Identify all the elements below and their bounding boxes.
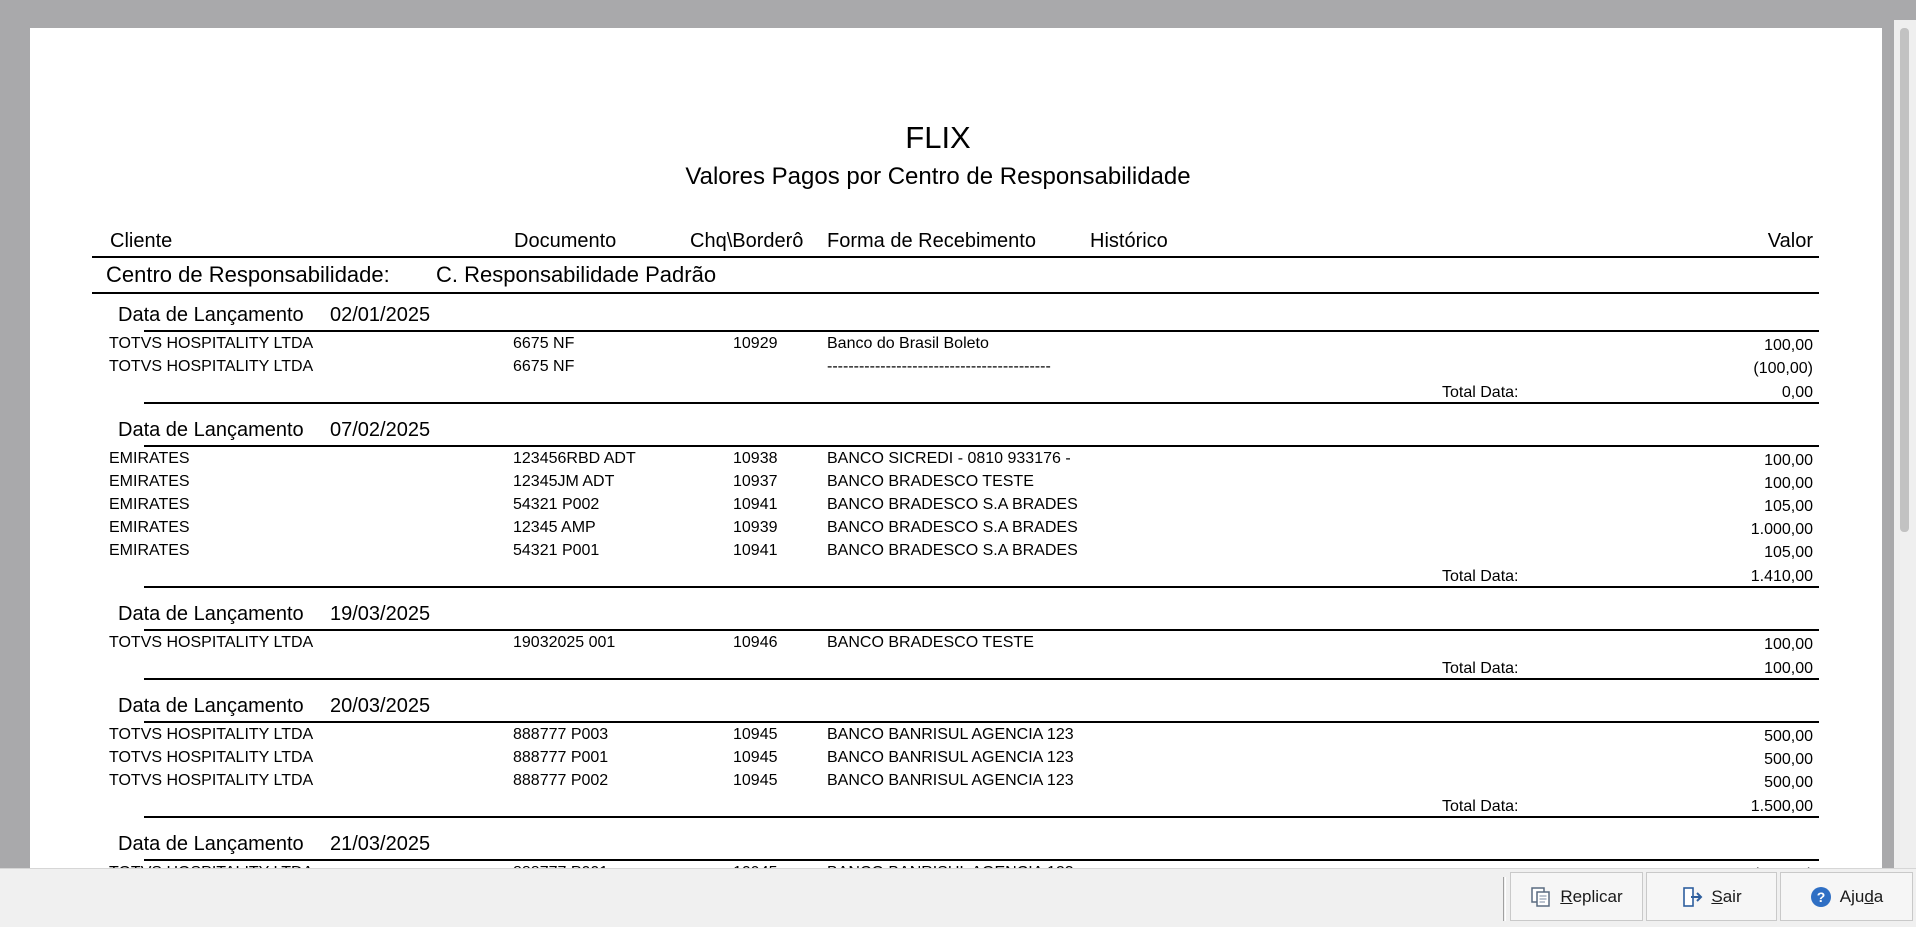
toolbar-separator: [1503, 877, 1506, 921]
row-valor: (100,00): [1753, 360, 1813, 377]
col-header-chq: Chq\Borderô: [690, 230, 804, 252]
row-chq: 10941: [733, 496, 778, 513]
row-chq: 10945: [733, 749, 778, 766]
col-header-forma: Forma de Recebimento: [827, 230, 1036, 252]
row-cliente: EMIRATES: [109, 496, 190, 513]
replicar-label: Replicar: [1560, 886, 1623, 906]
row-valor: 100,00: [1764, 337, 1813, 354]
row-cliente: EMIRATES: [109, 450, 190, 467]
row-documento: 54321 P002: [513, 496, 600, 513]
row-forma: BANCO BRADESCO S.A BRADES: [827, 542, 1078, 559]
row-chq: 10937: [733, 473, 778, 490]
row-documento: 888777 P001: [513, 749, 609, 766]
row-valor: 100,00: [1764, 452, 1813, 469]
total-rule: [144, 678, 1819, 680]
group-rule: [144, 859, 1819, 861]
sair-button[interactable]: [1646, 872, 1777, 921]
row-cliente: EMIRATES: [109, 473, 190, 490]
row-cliente: TOTVS HOSPITALITY LTDA: [109, 634, 314, 651]
report-page: [30, 28, 1882, 868]
total-rule: [144, 402, 1819, 404]
col-header-documento: Documento: [514, 230, 617, 252]
total-value: 1.410,00: [1750, 568, 1813, 585]
vertical-scrollbar[interactable]: [1894, 20, 1916, 868]
group-label: Data de Lançamento: [118, 419, 304, 441]
row-forma: ------------------------------------------: [827, 358, 1051, 375]
group-date: 07/02/2025: [330, 419, 431, 441]
row-forma: BANCO BRADESCO TESTE: [827, 634, 1034, 651]
row-forma: BANCO BANRISUL AGENCIA 123: [827, 772, 1074, 789]
row-chq: 10945: [733, 726, 778, 743]
report-subtitle: Valores Pagos por Centro de Responsabilidade: [685, 163, 1191, 190]
row-valor: 100,00: [1764, 636, 1813, 653]
total-value: 1.500,00: [1750, 798, 1813, 815]
ajuda-button[interactable]: [1780, 872, 1913, 921]
row-cliente: TOTVS HOSPITALITY LTDA: [109, 335, 314, 352]
row-chq: 10929: [733, 335, 778, 352]
row-cliente: TOTVS HOSPITALITY LTDA: [109, 749, 314, 766]
row-documento: 54321 P001: [513, 542, 600, 559]
scrollbar-thumb[interactable]: [1900, 28, 1909, 532]
group-label: Data de Lançamento: [118, 603, 304, 625]
row-cliente: EMIRATES: [109, 519, 190, 536]
group-date: 19/03/2025: [330, 603, 431, 625]
group-date: 20/03/2025: [330, 695, 431, 717]
row-valor: 500,00: [1764, 728, 1813, 745]
row-documento: 888777 P003: [513, 726, 609, 743]
replicar-button[interactable]: [1510, 872, 1643, 921]
row-forma: BANCO BRADESCO TESTE: [827, 473, 1034, 490]
row-forma: Banco do Brasil Boleto: [827, 335, 989, 352]
total-rule: [144, 586, 1819, 588]
row-forma: BANCO BRADESCO S.A BRADES: [827, 496, 1078, 513]
total-rule: [144, 816, 1819, 818]
row-forma: BANCO BRADESCO S.A BRADES: [827, 519, 1078, 536]
group-rule: [144, 445, 1819, 447]
row-forma: BANCO SICREDI - 0810 933176 -: [827, 450, 1071, 467]
row-valor: 500,00: [1764, 751, 1813, 768]
group-rule: [144, 330, 1819, 332]
col-header-valor: Valor: [1767, 230, 1813, 252]
section-value: C. Responsabilidade Padrão: [436, 262, 717, 287]
group-label: Data de Lançamento: [118, 304, 304, 326]
ajuda-label: Ajuda: [1839, 886, 1884, 906]
group-date: 02/01/2025: [330, 304, 431, 326]
row-cliente: TOTVS HOSPITALITY LTDA: [109, 726, 314, 743]
sair-label: Sair: [1711, 886, 1742, 906]
exit-door-icon: [1681, 886, 1703, 908]
row-chq: 10946: [733, 634, 778, 651]
help-circle-icon: [1810, 886, 1832, 908]
row-documento: 6675 NF: [513, 335, 575, 352]
row-forma: BANCO BANRISUL AGENCIA 123: [827, 749, 1074, 766]
row-valor: 105,00: [1764, 498, 1813, 515]
section-label: Centro de Responsabilidade:: [106, 262, 390, 287]
row-documento: 12345JM ADT: [513, 473, 615, 490]
group-date: 21/03/2025: [330, 833, 431, 855]
header-rule: [92, 256, 1819, 258]
svg-text:?: ?: [1816, 888, 1826, 905]
row-forma: BANCO BANRISUL AGENCIA 123: [827, 726, 1074, 743]
row-cliente: EMIRATES: [109, 542, 190, 559]
row-valor: 105,00: [1764, 544, 1813, 561]
section-rule: [92, 292, 1819, 294]
row-chq: 10941: [733, 542, 778, 559]
total-label: Total Data:: [1442, 568, 1519, 585]
row-chq: 10938: [733, 450, 778, 467]
col-header-historico: Histórico: [1090, 230, 1168, 252]
group-rule: [144, 629, 1819, 631]
row-documento: 888777 P002: [513, 772, 609, 789]
row-valor: 500,00: [1764, 774, 1813, 791]
row-documento: 19032025 001: [513, 634, 616, 651]
total-value: 100,00: [1764, 660, 1813, 677]
row-documento: 123456RBD ADT: [513, 450, 636, 467]
row-cliente: TOTVS HOSPITALITY LTDA: [109, 358, 314, 375]
total-label: Total Data:: [1442, 798, 1519, 815]
total-value: 0,00: [1781, 384, 1813, 401]
group-label: Data de Lançamento: [118, 833, 304, 855]
report-title: FLIX: [905, 120, 971, 155]
row-valor: 1.000,00: [1750, 521, 1813, 538]
row-documento: 6675 NF: [513, 358, 575, 375]
copy-document-icon: [1530, 886, 1552, 908]
total-label: Total Data:: [1442, 660, 1519, 677]
row-documento: 12345 AMP: [513, 519, 596, 536]
total-label: Total Data:: [1442, 384, 1519, 401]
col-header-cliente: Cliente: [110, 230, 173, 252]
row-cliente: TOTVS HOSPITALITY LTDA: [109, 772, 314, 789]
row-chq: 10945: [733, 772, 778, 789]
group-rule: [144, 721, 1819, 723]
footer-toolbar: [0, 868, 1916, 927]
row-chq: 10939: [733, 519, 778, 536]
group-label: Data de Lançamento: [118, 695, 304, 717]
row-valor: 100,00: [1764, 475, 1813, 492]
